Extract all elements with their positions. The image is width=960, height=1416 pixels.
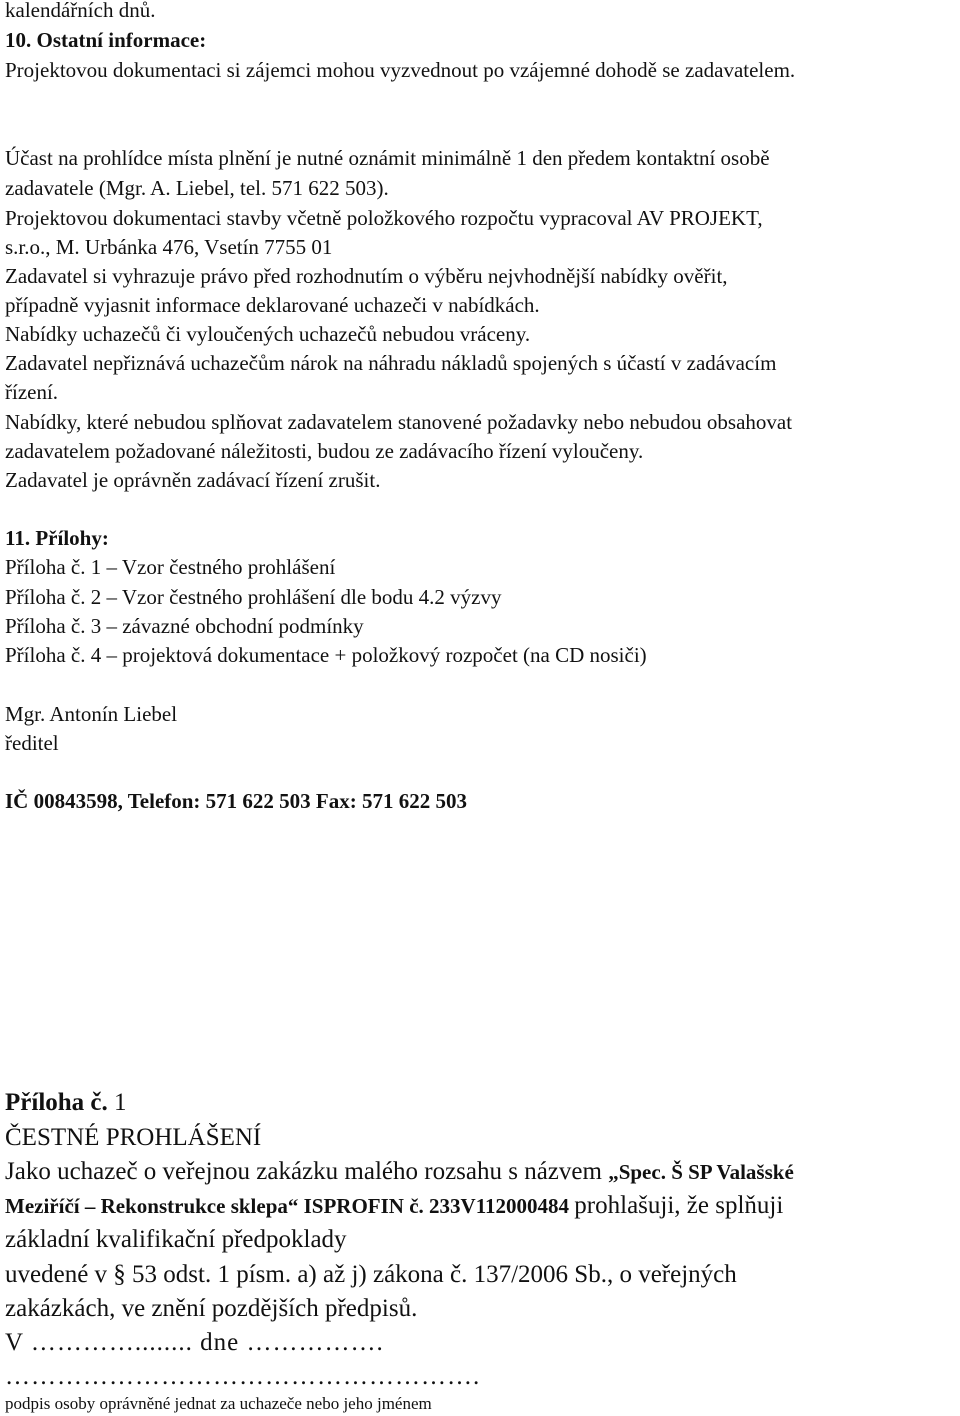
contract-name: Meziříčí – Rekonstrukce sklepa“ ISPROFIN č. 233V112000484 bbox=[5, 1194, 575, 1218]
annex-text-line: základní kvalifikační předpoklady bbox=[5, 1226, 347, 1253]
contract-name: „Spec. Š SP Valašské bbox=[608, 1160, 794, 1184]
annex-text-part: prohlašuji, že splňuji bbox=[574, 1192, 784, 1219]
annex-title: ČESTNÉ PROHLÁŠENÍ bbox=[5, 1124, 262, 1151]
text-line: zadavatele (Mgr. A. Liebel, tel. 571 622 503). bbox=[5, 176, 389, 200]
annex-label-bold: Příloha č. bbox=[5, 1089, 108, 1116]
annex-text-line bbox=[5, 1155, 794, 1189]
text-line: Zadavatel je oprávněn zadávací řízení zrušit. bbox=[5, 468, 381, 492]
annex-text-part: Jako uchazeč o veřejnou zakázku malého rozsahu s názvem bbox=[5, 1158, 609, 1185]
signatory-role: ředitel bbox=[5, 731, 59, 755]
text-line: řízení. bbox=[5, 380, 59, 404]
text-line: Projektovou dokumentaci stavby včetně položkového rozpočtu vypracoval AV PROJEKT, bbox=[5, 206, 763, 230]
attachment-item: Příloha č. 4 – projektová dokumentace + položkový rozpočet (na CD nosiči) bbox=[5, 643, 647, 667]
attachment-item: Příloha č. 3 – závazné obchodní podmínky bbox=[5, 614, 364, 638]
place-date-line: V …………........ dne ……………. bbox=[5, 1329, 384, 1356]
signature-dots: ………………………………………………. bbox=[5, 1363, 481, 1390]
annex-label bbox=[5, 1086, 127, 1119]
text-line: s.r.o., M. Urbánka 476, Vsetín 7755 01 bbox=[5, 235, 333, 259]
section-heading-other-info: 10. Ostatní informace: bbox=[5, 28, 207, 52]
text-line: Nabídky uchazečů či vyloučených uchazečů nebudou vráceny. bbox=[5, 322, 531, 346]
text-line: Zadavatel si vyhrazuje právo před rozhodnutím o výběru nejvhodnější nabídky ověřit, bbox=[5, 264, 728, 288]
annex-text-line: uvedené v § 53 odst. 1 písm. a) až j) zákona č. 137/2006 Sb., o veřejných bbox=[5, 1261, 737, 1288]
text-line: kalendářních dnů. bbox=[5, 0, 156, 22]
annex-label-number: 1 bbox=[107, 1089, 127, 1116]
annex-text-line bbox=[5, 1189, 783, 1223]
signatory-name: Mgr. Antonín Liebel bbox=[5, 702, 178, 726]
text-line: Zadavatel nepřiznává uchazečům nárok na náhradu nákladů spojených s účastí v zadávacím bbox=[5, 351, 777, 375]
text-line: Projektovou dokumentaci si zájemci mohou vyzvednout po vzájemné dohodě se zadavatelem. bbox=[5, 58, 796, 82]
annex-text-line: zakázkách, ve znění pozdějších předpisů. bbox=[5, 1295, 418, 1322]
text-line: zadavatelem požadované náležitosti, budou ze zadávacího řízení vyloučeny. bbox=[5, 439, 644, 463]
contact-line: IČ 00843598, Telefon: 571 622 503 Fax: 571 622 503 bbox=[5, 789, 467, 813]
attachment-item: Příloha č. 2 – Vzor čestného prohlášení dle bodu 4.2 výzvy bbox=[5, 585, 502, 609]
signature-caption: podpis osoby oprávněné jednat za uchazeče nebo jeho jménem bbox=[5, 1394, 432, 1413]
text-line: Účast na prohlídce místa plnění je nutné oznámit minimálně 1 den předem kontaktní osobě bbox=[5, 146, 770, 170]
section-heading-attachments: 11. Přílohy: bbox=[5, 526, 109, 550]
text-line: Nabídky, které nebudou splňovat zadavatelem stanovené požadavky nebo nebudou obsahovat bbox=[5, 410, 793, 434]
text-line: případně vyjasnit informace deklarované uchazeči v nabídkách. bbox=[5, 293, 540, 317]
attachment-item: Příloha č. 1 – Vzor čestného prohlášení bbox=[5, 555, 336, 579]
